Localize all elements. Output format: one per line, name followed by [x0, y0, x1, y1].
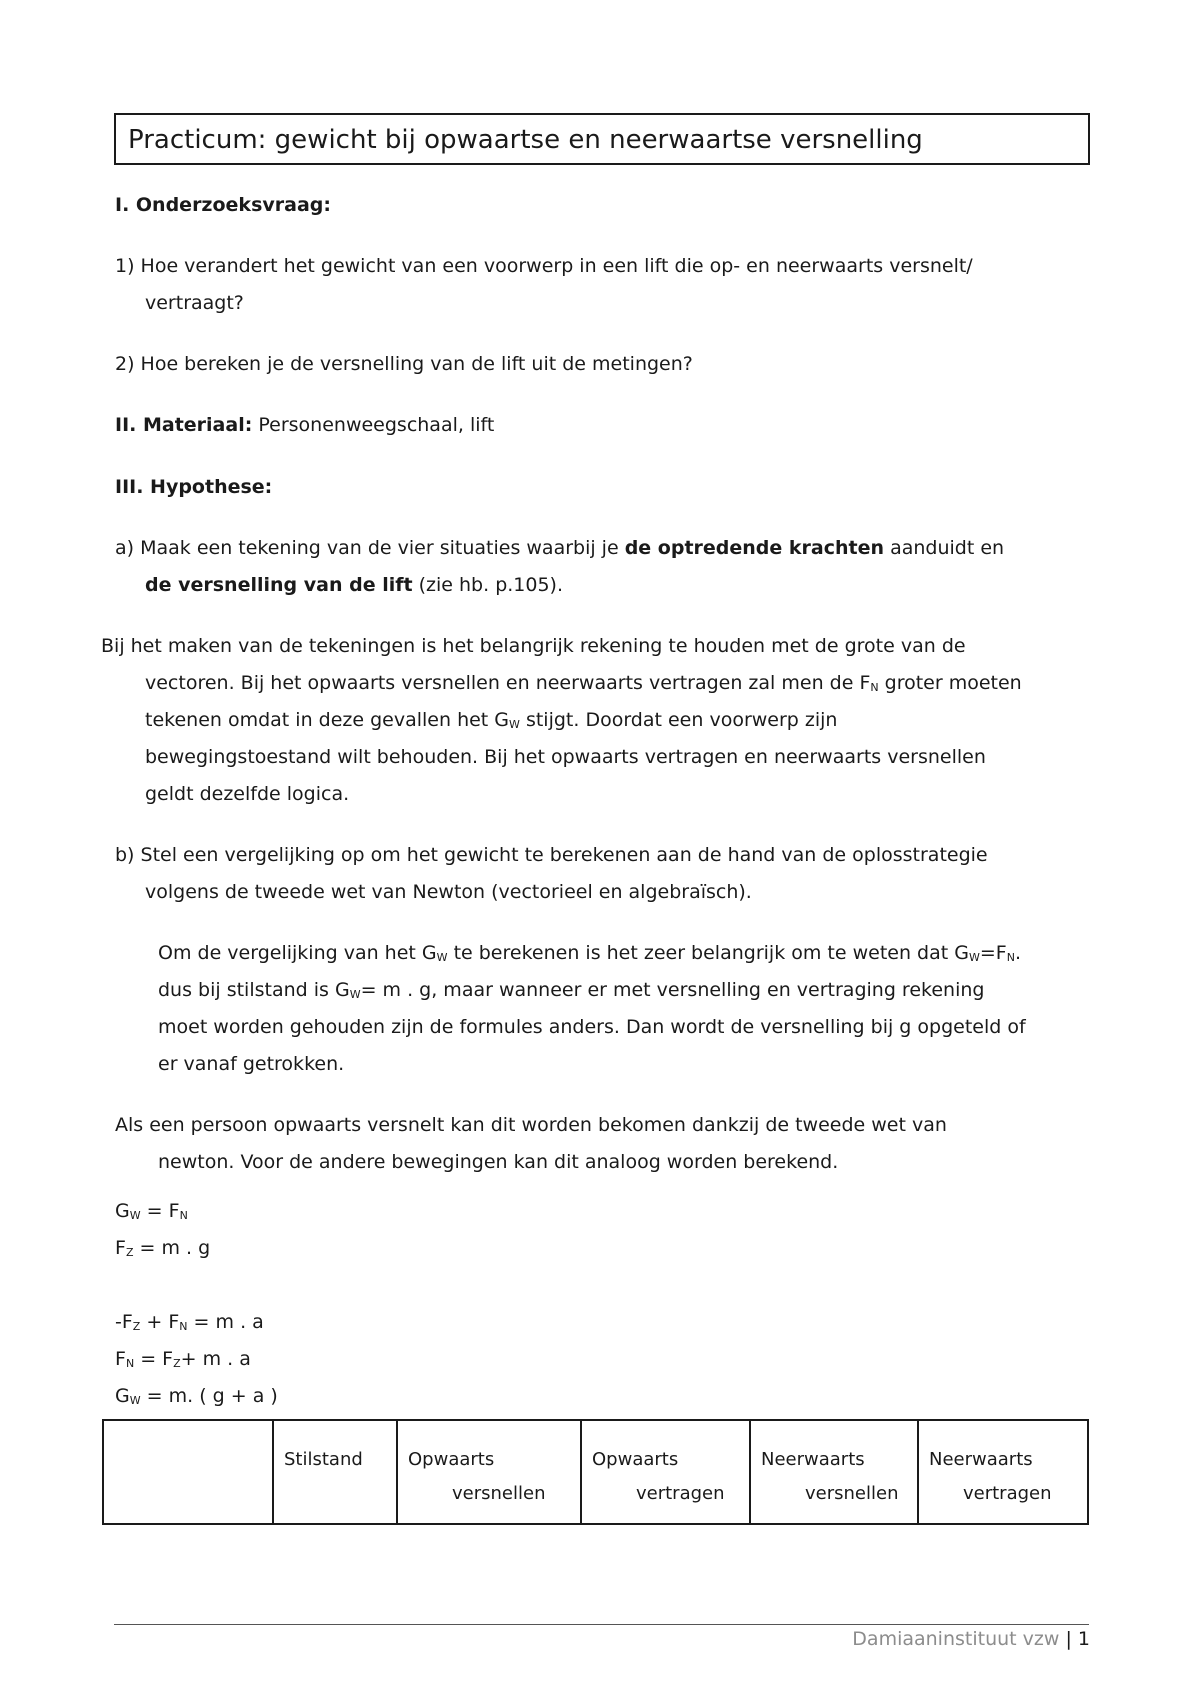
formula-2: [115, 1237, 210, 1259]
materiaal-text: Personenweegschaal, lift: [258, 414, 495, 436]
text: -F: [115, 1311, 133, 1333]
text: G: [115, 1385, 130, 1407]
subscript: W: [349, 988, 361, 1001]
paragraph-1-line-4: bewegingstoestand wilt behouden. Bij het opwaarts vertragen en neerwaarts versnellen: [145, 746, 986, 768]
text: F: [115, 1348, 126, 1370]
heading-materiaal: II. Materiaal:: [115, 414, 253, 436]
subscript: W: [968, 951, 980, 964]
bold-text: de versnelling van de lift: [145, 574, 413, 596]
paragraph-2-line-2: [158, 979, 984, 1001]
subscript: N: [870, 681, 879, 694]
paragraph-1-line-2: [145, 672, 1022, 694]
hypothesis-a-line-1: [115, 537, 1004, 559]
hypothesis-b-line-1: b) Stel een vergelijking op om het gewicht te berekenen aan de hand van de oplosstrategie: [115, 844, 988, 866]
table-header-opwaarts-versnellen: [397, 1420, 581, 1524]
cell-text: Stilstand: [284, 1449, 363, 1470]
formula-1: [115, 1200, 188, 1222]
question-2: 2) Hoe bereken je de versnelling van de lift uit de metingen?: [115, 353, 693, 375]
table-row: [103, 1420, 1088, 1524]
text: + F: [140, 1311, 180, 1333]
table-header-stilstand: [273, 1420, 397, 1524]
page-footer: [852, 1628, 1090, 1650]
table-cell-empty: [103, 1420, 273, 1524]
heading-onderzoeksvraag: I. Onderzoeksvraag:: [115, 194, 331, 216]
paragraph-1-line-1: Bij het maken van de tekeningen is het belangrijk rekening te houden met de grote van de: [101, 635, 966, 657]
cell-text: vertragen: [636, 1483, 725, 1504]
text: =F: [979, 942, 1007, 964]
paragraph-3-line-1: Als een persoon opwaarts versnelt kan dit worden bekomen dankzij de tweede wet van: [115, 1114, 947, 1136]
text: vectoren. Bij het opwaarts versnellen en neerwaarts vertragen zal men de F: [145, 672, 871, 694]
subscript: Z: [173, 1357, 181, 1370]
bold-text: de optredende krachten: [624, 537, 885, 559]
hypothesis-a-line-2: [145, 574, 563, 596]
question-1-line-2: vertraagt?: [145, 292, 244, 314]
paragraph-2-line-3: moet worden gehouden zijn de formules anders. Dan wordt de versnelling bij g opgeteld of: [158, 1016, 1026, 1038]
table-header-neerwaarts-vertragen: [918, 1420, 1088, 1524]
text: Om de vergelijking van het G: [158, 942, 437, 964]
formula-3: [115, 1311, 264, 1333]
question-1-line-1: 1) Hoe verandert het gewicht van een voorwerp in een lift die op- en neerwaarts versnelt/: [115, 255, 973, 277]
paragraph-1-line-3: [145, 709, 837, 731]
formula-4: [115, 1348, 251, 1370]
materiaal-line: [115, 414, 494, 436]
text: (zie hb. p.105).: [412, 574, 564, 596]
text: stijgt. Doordat een voorwerp zijn: [519, 709, 838, 731]
text: groter moeten: [878, 672, 1022, 694]
footer-divider: [114, 1624, 1089, 1625]
subscript: Z: [125, 1246, 134, 1259]
cell-text: Opwaarts: [592, 1449, 679, 1470]
subscript: W: [129, 1394, 141, 1407]
paragraph-1-line-5: geldt dezelfde logica.: [145, 783, 350, 805]
text: = m . g: [133, 1237, 211, 1259]
text: + m . a: [180, 1348, 251, 1370]
subscript: N: [179, 1320, 188, 1333]
subscript: N: [179, 1209, 188, 1222]
footer-separator: |: [1059, 1628, 1078, 1650]
title-box: [114, 113, 1090, 165]
text: aanduidt en: [884, 537, 1005, 559]
cell-text: Opwaarts: [408, 1449, 495, 1470]
text: dus bij stilstand is G: [158, 979, 350, 1001]
heading-hypothese: III. Hypothese:: [115, 476, 273, 498]
subscript: W: [129, 1209, 141, 1222]
subscript: N: [1006, 951, 1015, 964]
text: = F: [134, 1348, 174, 1370]
text: F: [115, 1237, 126, 1259]
formula-5: [115, 1385, 278, 1407]
cell-text: versnellen: [805, 1483, 899, 1504]
text: = m . a: [187, 1311, 264, 1333]
paragraph-2-line-4: er vanaf getrokken.: [158, 1053, 345, 1075]
table-header-opwaarts-vertragen: [581, 1420, 750, 1524]
cell-text: versnellen: [452, 1483, 546, 1504]
text: = F: [140, 1200, 180, 1222]
table-header-neerwaarts-versnellen: [750, 1420, 918, 1524]
text: tekenen omdat in deze gevallen het G: [145, 709, 510, 731]
subscript: N: [125, 1357, 135, 1370]
cell-text: Neerwaarts: [761, 1449, 865, 1470]
subscript: Z: [132, 1320, 141, 1333]
paragraph-2-line-1: [158, 942, 1021, 964]
text: = m. ( g + a ): [140, 1385, 278, 1407]
text: = m . g, maar wanneer er met versnelling en vertraging rekening: [360, 979, 985, 1001]
hypothesis-b-line-2: volgens de tweede wet van Newton (vectorieel en algebraïsch).: [145, 881, 752, 903]
cell-text: Neerwaarts: [929, 1449, 1033, 1470]
footer-org: Damiaaninstituut vzw: [852, 1628, 1060, 1650]
text: a) Maak een tekening van de vier situaties waarbij je: [115, 537, 625, 559]
page-number: 1: [1077, 1628, 1090, 1650]
cell-text: vertragen: [963, 1483, 1052, 1504]
text: .: [1014, 942, 1021, 964]
page-title: Practicum: gewicht bij opwaartse en neerwaartse versnelling: [128, 125, 923, 155]
subscript: W: [509, 718, 520, 731]
paragraph-3-line-2: newton. Voor de andere bewegingen kan dit analoog worden berekend.: [158, 1151, 839, 1173]
text: te berekenen is het zeer belangrijk om te weten dat G: [447, 942, 969, 964]
subscript: W: [436, 951, 448, 964]
text: G: [115, 1200, 130, 1222]
motion-table: [102, 1419, 1089, 1525]
